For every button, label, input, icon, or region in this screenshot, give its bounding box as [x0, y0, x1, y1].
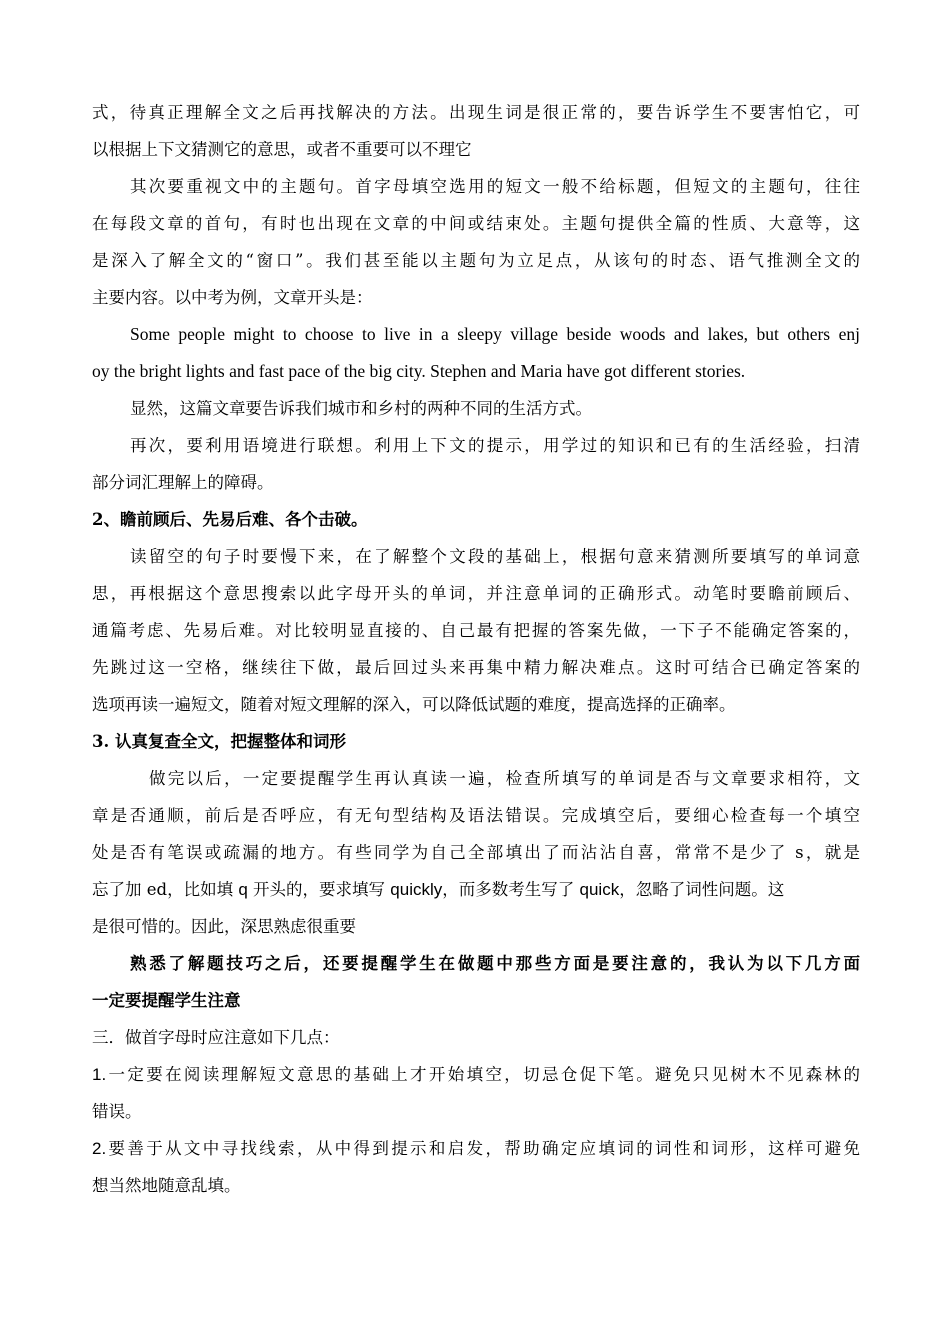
- paragraph-line-mixed: [92, 871, 860, 908]
- paragraph-line: 式，待真正理解全文之后再找解决的方法。出现生词是很正常的，要告诉学生不要害怕它，可: [92, 103, 860, 122]
- paragraph-line: 其次要重视文中的主题句。首字母填空选用的短文一般不给标题，但短文的主题句，往往: [130, 177, 860, 196]
- quote-line: Some people might to choose to live in a sleepy village beside woods and lakes, but others enj: [130, 324, 860, 344]
- paragraph-line: 做完以后，一定要提醒学生再认真读一遍，检查所填写的单词是否与文章要求相符，文: [149, 769, 860, 788]
- document-page: [92, 94, 860, 1204]
- paragraph-line: 通篇考虑、先易后难。对比较明显直接的、自己最有把握的答案先做，一下子不能确定答案的，: [92, 621, 860, 640]
- section-heading-3: 3. 认真复查全文，把握整体和词形: [92, 732, 346, 751]
- list-item-line: 错误。: [92, 1102, 142, 1121]
- paragraph-topic-sentence: [92, 168, 860, 316]
- paragraph-review: [92, 760, 860, 945]
- paragraph-conclusion: [92, 390, 860, 427]
- section-heading-2: 2、瞻前顾后、先易后难、各个击破。: [92, 510, 368, 529]
- paragraph-line: 处是否有笔误或疏漏的地方。有些同学为自己全部填出了而沾沾自喜，常常不是少了 s，就是: [92, 843, 860, 862]
- list-item: [92, 1056, 860, 1130]
- text-run: quickly: [390, 880, 443, 899]
- text-run: 开头的，要求填写: [247, 880, 391, 899]
- paragraph-line: 选项再读一遍短文，随着对短文理解的深入，可以降低试题的难度，提高选择的正确率。: [92, 695, 736, 714]
- paragraph-line: 先跳过这一空格，继续往下做，最后回过头来再集中精力解决难点。这时可结合已确定答案的: [92, 658, 860, 677]
- paragraph-reminder: [92, 945, 860, 1019]
- list-item-line: 想当然地随意乱填。: [92, 1176, 241, 1195]
- quote-line: oy the bright lights and fast pace of the big city. Stephen and Maria have got different stories.: [92, 361, 746, 381]
- list-item-number: 1.: [92, 1065, 107, 1084]
- list-item-line: [92, 1056, 860, 1093]
- text-run: ，忽略了词性问题。这: [619, 880, 785, 899]
- text-run: 忘了加 ed，比如填: [92, 880, 239, 899]
- list-item-number: 2.: [92, 1139, 107, 1158]
- list-item: [92, 1130, 860, 1204]
- paragraph-line: 一定要提醒学生注意: [92, 991, 241, 1010]
- paragraph-line: 思，再根据这个意思搜索以此字母开头的单词，并注意单词的正确形式。动笔时要瞻前顾后、: [92, 584, 860, 603]
- paragraph-strategy: [92, 538, 860, 723]
- paragraph-line: 熟悉了解题技巧之后，还要提醒学生在做题中那些方面是要注意的，我认为以下几方面: [130, 954, 860, 973]
- list-item-line: [92, 1130, 860, 1167]
- paragraph-line: 部分词汇理解上的障碍。: [92, 473, 274, 492]
- paragraph-line: 是很可惜的。因此，深思熟虑很重要: [92, 917, 356, 936]
- paragraph-line: 章是否通顺，前后是否呼应，有无句型结构及语法错误。完成填空后，要细心检查每一个填空: [92, 806, 860, 825]
- paragraph-line: 读留空的句子时要慢下来，在了解整个文段的基础上，根据句意来猜测所要填写的单词意: [130, 547, 860, 566]
- text-run: 要善于从文中寻找线索，从中得到提示和启发，帮助确定应填词的词性和词形，这样可避免: [106, 1139, 860, 1158]
- paragraph-method: [92, 94, 860, 168]
- text-run: ，而多数考生写了: [442, 880, 580, 899]
- paragraph-line: 再次，要利用语境进行联想。利用上下文的提示，用学过的知识和已有的生活经验，扫清: [130, 436, 860, 455]
- english-quote: [92, 316, 860, 390]
- text-run: 一定要在阅读理解短文意思的基础上才开始填空，切忌仓促下笔。避免只见树木不见森林的: [106, 1065, 860, 1084]
- text-run: quick: [579, 880, 620, 899]
- section-heading-4: 三．做首字母时应注意如下几点：: [92, 1028, 340, 1047]
- paragraph-context: [92, 427, 860, 501]
- paragraph-line: 以根据上下文猜测它的意思，或者不重要可以不理它: [92, 140, 472, 159]
- paragraph-line: 是深入了解全文的“窗口”。我们甚至能以主题句为立足点，从该句的时态、语气推测全文的: [92, 251, 860, 270]
- paragraph-line: 显然，这篇文章要告诉我们城市和乡村的两种不同的生活方式。: [130, 399, 592, 418]
- paragraph-line: 主要内容。以中考为例，文章开头是：: [92, 288, 373, 307]
- paragraph-line: 在每段文章的首句，有时也出现在文章的中间或结束处。主题句提供全篇的性质、大意等，这: [92, 214, 860, 233]
- text-run: q: [238, 880, 248, 899]
